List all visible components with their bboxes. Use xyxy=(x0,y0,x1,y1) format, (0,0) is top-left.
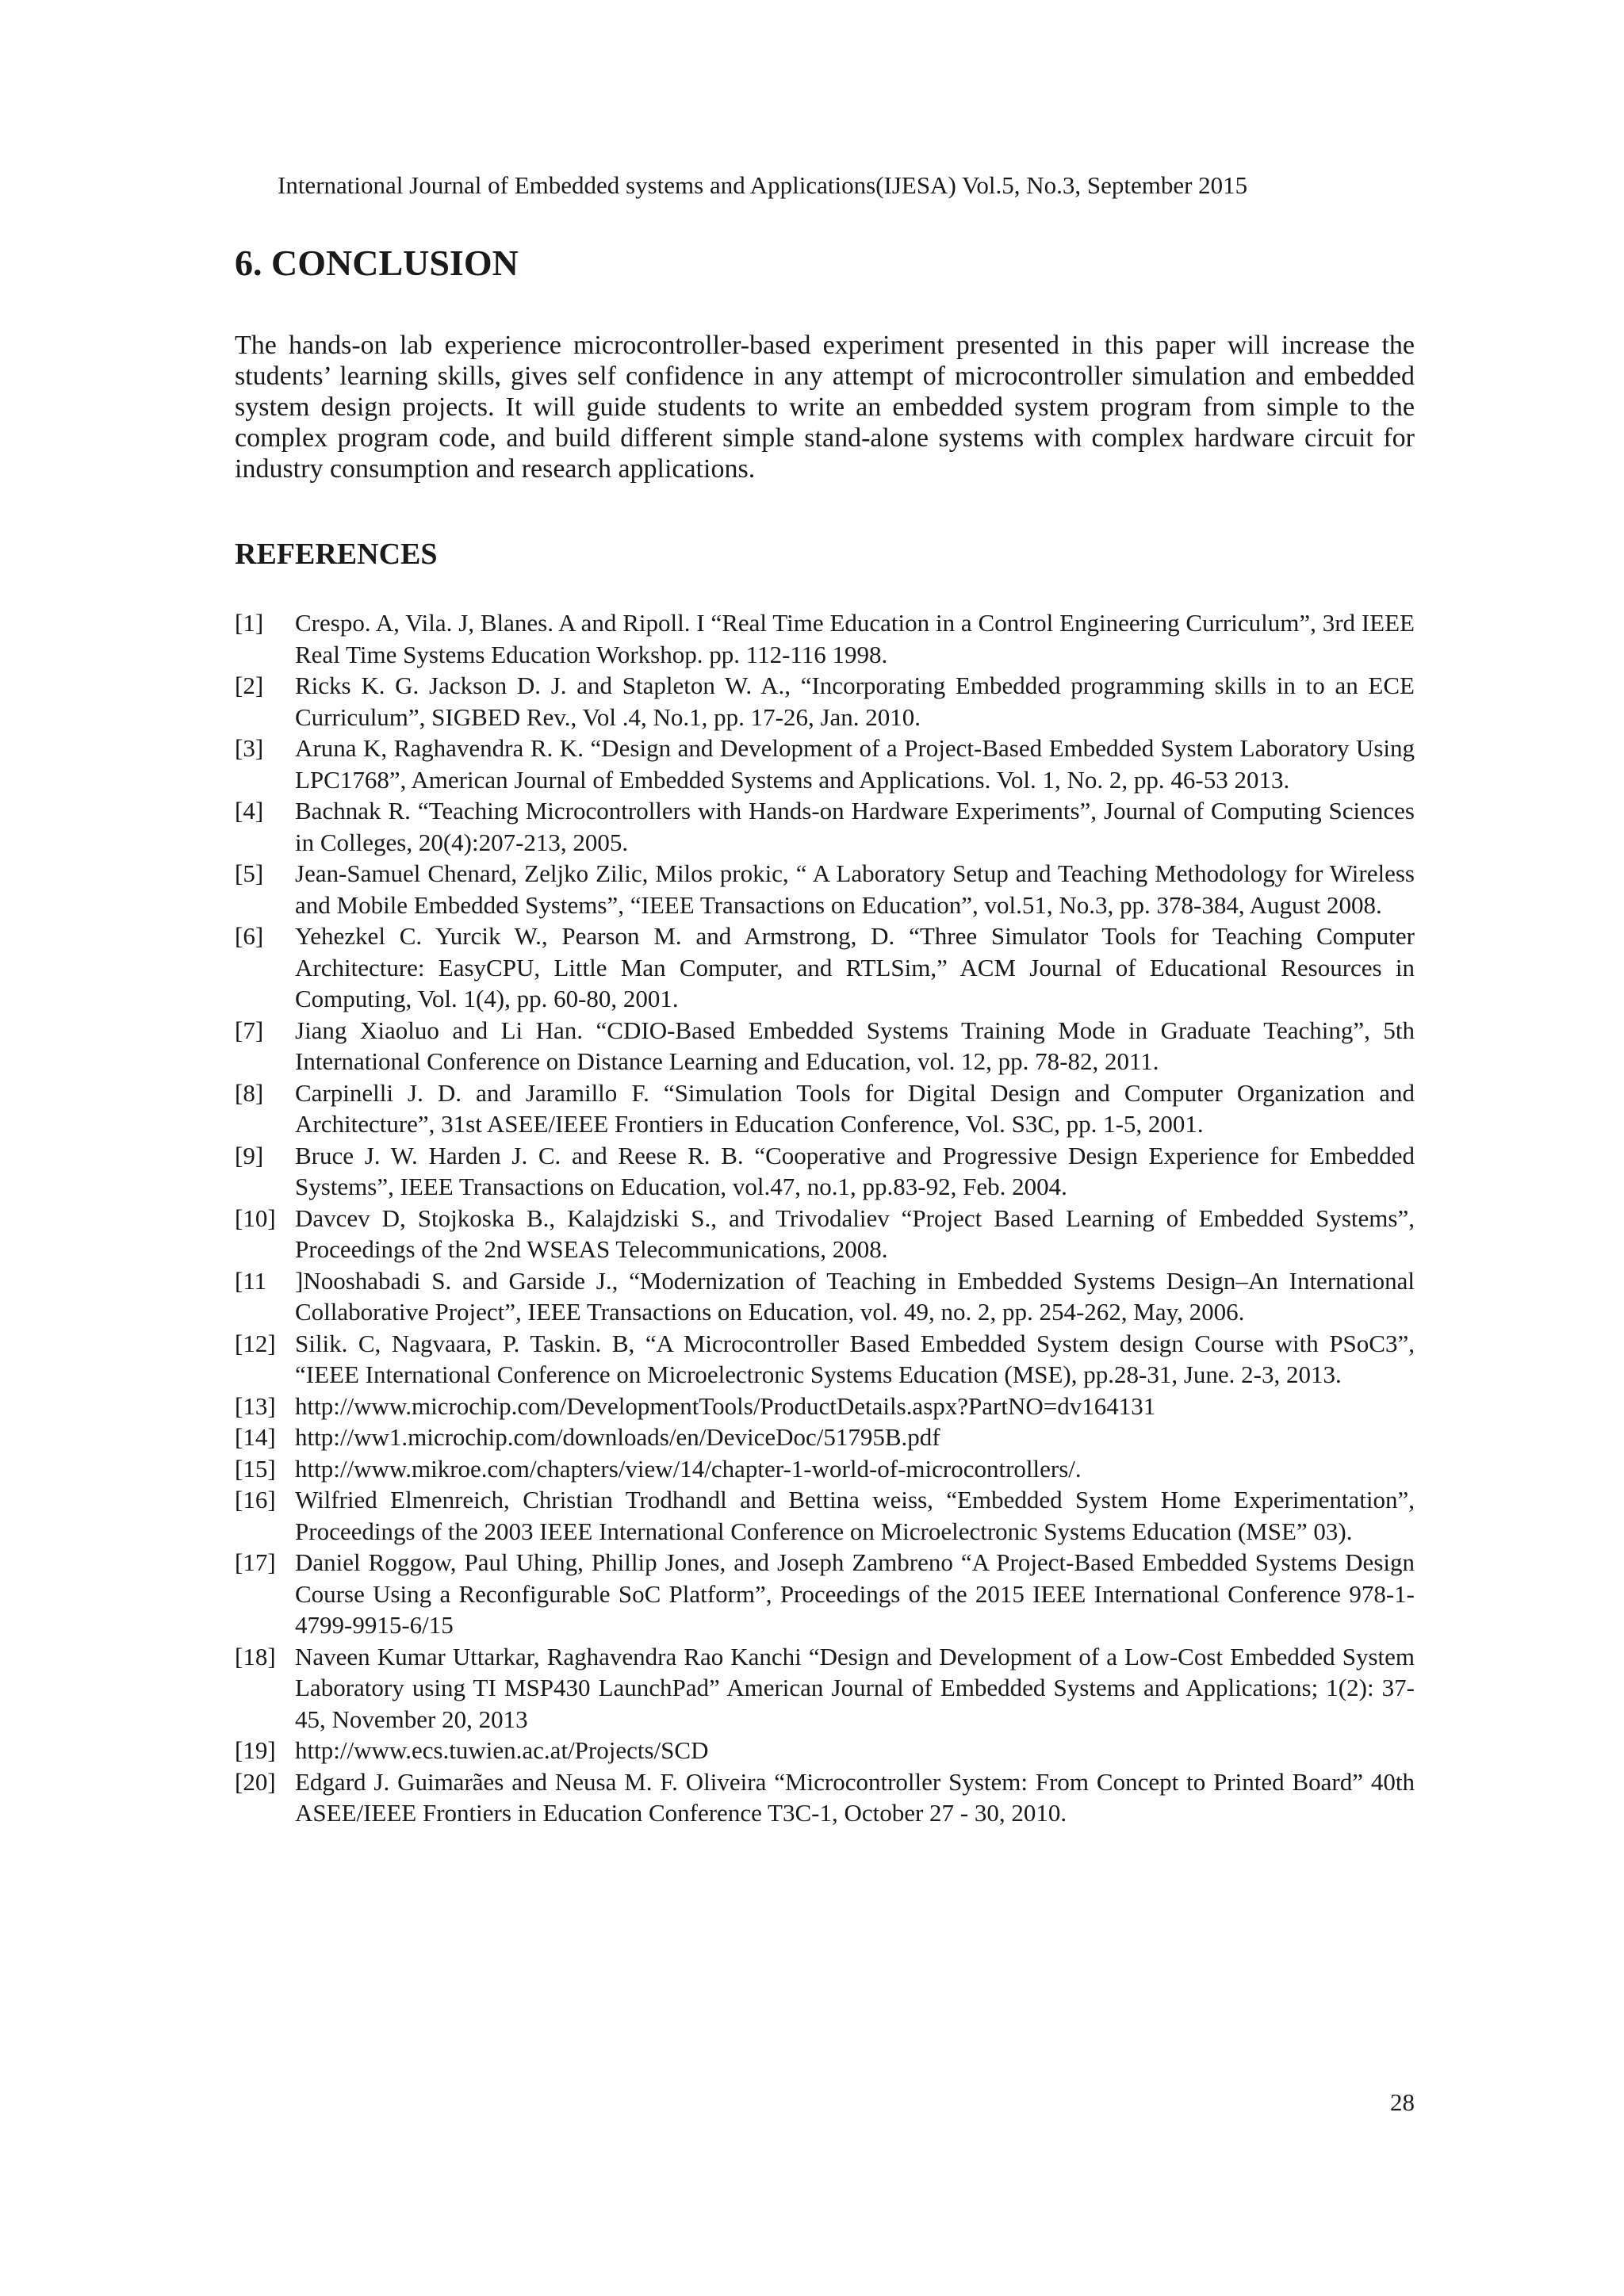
reference-link-text: http://ww1.microchip.com/downloads/en/DeviceDoc/51795B.pdf xyxy=(295,1423,940,1451)
reference-item xyxy=(235,670,1415,733)
reference-text: Bachnak R. “Teaching Microcontrollers with Hands-on Hardware Experiments”, Journal of Computing Sciences in Colleges, 20(4):207-213, 2005. xyxy=(295,797,1415,856)
reference-text: Davcev D, Stojkoska B., Kalajdziski S., and Trivodaliev “Project Based Learning of Embedded Systems”, Proceedings of the 2nd WSEAS Telecommunications, 2008. xyxy=(295,1203,1415,1263)
reference-number: [10] xyxy=(235,1203,276,1232)
reference-item xyxy=(235,1077,1415,1140)
reference-number: [13] xyxy=(235,1391,276,1420)
reference-item xyxy=(235,795,1415,858)
reference-text: Carpinelli J. D. and Jaramillo F. “Simulation Tools for Digital Design and Computer Organization and Architecture”, 31st ASEE/IEEE Frontiers in Education Conference, Vol. S3C, pp. 1-5, 2001. xyxy=(295,1078,1415,1138)
reference-number: [4] xyxy=(235,797,264,825)
reference-text: Ricks K. G. Jackson D. J. and Stapleton W. A., “Incorporating Embedded programming skills in to an ECE Curriculum”, SIGBED Rev., Vol .4, No.1, pp. 17-26, Jan. 2010. xyxy=(295,672,1415,731)
reference-item xyxy=(235,1422,1415,1453)
reference-text: Jean-Samuel Chenard, Zeljko Zilic, Milos prokic, “ A Laboratory Setup and Teaching Methodology for Wireless and Mobile Embedded Systems”, “IEEE Transactions on Education”, vol.51, No.3, pp. 378-384, August 2008. xyxy=(295,859,1415,919)
reference-number: [8] xyxy=(235,1078,264,1107)
reference-item xyxy=(235,607,1415,670)
reference-text: Silik. C, Nagvaara, P. Taskin. B, “A Microcontroller Based Embedded System design Course with PSoC3”, “IEEE International Conference on Microelectronic Systems Education (MSE), pp.28-31, June. 2-3, 2013. xyxy=(295,1329,1415,1388)
page-number: 28 xyxy=(1390,2088,1415,2116)
reference-link-text: http://www.microchip.com/DevelopmentTools/ProductDetails.aspx?PartNO=dv164131 xyxy=(295,1391,1156,1420)
reference-text: Naveen Kumar Uttarkar, Raghavendra Rao Kanchi “Design and Development of a Low-Cost Embedded System Laboratory using TI MSP430 LaunchPad” American Journal of Embedded Systems and Applications; 1(2): 37-45, November 20, 2013 xyxy=(295,1642,1415,1733)
reference-number: [9] xyxy=(235,1141,264,1169)
reference-number: [11 xyxy=(235,1266,267,1295)
reference-number: [6] xyxy=(235,922,264,950)
reference-item xyxy=(235,920,1415,1015)
reference-item xyxy=(235,1547,1415,1641)
reference-item xyxy=(235,858,1415,920)
reference-number: [18] xyxy=(235,1642,276,1670)
reference-item xyxy=(235,1328,1415,1391)
reference-text: Yehezkel C. Yurcik W., Pearson M. and Armstrong, D. “Three Simulator Tools for Teaching Computer Architecture: EasyCPU, Little Man Computer, and RTLSim,” ACM Journal of Educational Resources in Computing, Vol. 1(4), pp. 60-80, 2001. xyxy=(295,922,1415,1012)
conclusion-heading: 6. CONCLUSION xyxy=(235,243,519,283)
reference-number: [3] xyxy=(235,734,264,762)
reference-text: Daniel Roggow, Paul Uhing, Phillip Jones, and Joseph Zambreno “A Project-Based Embedded Systems Design Course Using a Reconfigurable SoC Platform”, Proceedings of the 2015 IEEE International Conference 978-1-4799-9915-6/15 xyxy=(295,1548,1415,1639)
reference-text: ]Nooshabadi S. and Garside J., “Modernization of Teaching in Embedded Systems Design–An International Collaborative Project”, IEEE Transactions on Education, vol. 49, no. 2, pp. 254-262, May, 2006. xyxy=(295,1266,1415,1326)
reference-number: [17] xyxy=(235,1548,276,1576)
reference-item xyxy=(235,1735,1415,1766)
conclusion-paragraph: The hands-on lab experience microcontroller-based experiment presented in this paper will increase the students’ learning skills, gives self confidence in any attempt of microcontroller simulation and embedded system design projects. It will guide students to write an embedded system program from simple to the complex program code, and build different simple stand-alone systems with complex hardware circuit for industry consumption and research applications. xyxy=(235,331,1415,484)
reference-item xyxy=(235,1140,1415,1203)
reference-item xyxy=(235,1391,1415,1422)
reference-number: [20] xyxy=(235,1767,276,1796)
reference-number: [2] xyxy=(235,672,264,699)
reference-number: [5] xyxy=(235,859,264,887)
reference-text: Wilfried Elmenreich, Christian Trodhandl and Bettina weiss, “Embedded System Home Experimentation”, Proceedings of the 2003 IEEE International Conference on Microelectronic Systems Education (MSE” 03). xyxy=(295,1486,1415,1545)
reference-text: Edgard J. Guimarães and Neusa M. F. Oliveira “Microcontroller System: From Concept to Printed Board” 40th ASEE/IEEE Frontiers in Education Conference T3C-1, October 27 - 30, 2010. xyxy=(295,1767,1415,1827)
reference-item xyxy=(235,1484,1415,1547)
reference-item xyxy=(235,733,1415,795)
references-heading: REFERENCES xyxy=(235,538,438,571)
reference-item xyxy=(235,1203,1415,1265)
reference-item xyxy=(235,1265,1415,1328)
reference-item xyxy=(235,1766,1415,1829)
reference-number: [7] xyxy=(235,1016,264,1044)
running-header: International Journal of Embedded systems and Applications(IJESA) Vol.5, No.3, September 2015 xyxy=(278,171,1248,199)
reference-number: [14] xyxy=(235,1423,276,1451)
reference-link-text: http://www.ecs.tuwien.ac.at/Projects/SCD xyxy=(295,1736,709,1764)
reference-number: [12] xyxy=(235,1329,276,1357)
reference-number: [19] xyxy=(235,1736,276,1764)
reference-text: Aruna K, Raghavendra R. K. “Design and Development of a Project-Based Embedded System Laboratory Using LPC1768”, American Journal of Embedded Systems and Applications. Vol. 1, No. 2, pp. 46-53 2013. xyxy=(295,734,1415,794)
reference-text: Crespo. A, Vila. J, Blanes. A and Ripoll. I “Real Time Education in a Control Engineering Curriculum”, 3rd IEEE Real Time Systems Education Workshop. pp. 112-116 1998. xyxy=(295,609,1415,668)
reference-item xyxy=(235,1015,1415,1077)
reference-number: [15] xyxy=(235,1454,276,1483)
reference-text: Jiang Xiaoluo and Li Han. “CDIO-Based Embedded Systems Training Mode in Graduate Teaching”, 5th International Conference on Distance Learning and Education, vol. 12, pp. 78-82, 2011. xyxy=(295,1016,1415,1075)
reference-link-text: http://www.mikroe.com/chapters/view/14/chapter-1-world-of-microcontrollers/. xyxy=(295,1454,1082,1483)
references-list xyxy=(235,607,1415,1829)
reference-number: [16] xyxy=(235,1486,276,1513)
reference-text: Bruce J. W. Harden J. C. and Reese R. B. “Cooperative and Progressive Design Experience for Embedded Systems”, IEEE Transactions on Education, vol.47, no.1, pp.83-92, Feb. 2004. xyxy=(295,1141,1415,1200)
reference-item xyxy=(235,1453,1415,1485)
reference-item xyxy=(235,1641,1415,1735)
reference-number: [1] xyxy=(235,609,264,637)
